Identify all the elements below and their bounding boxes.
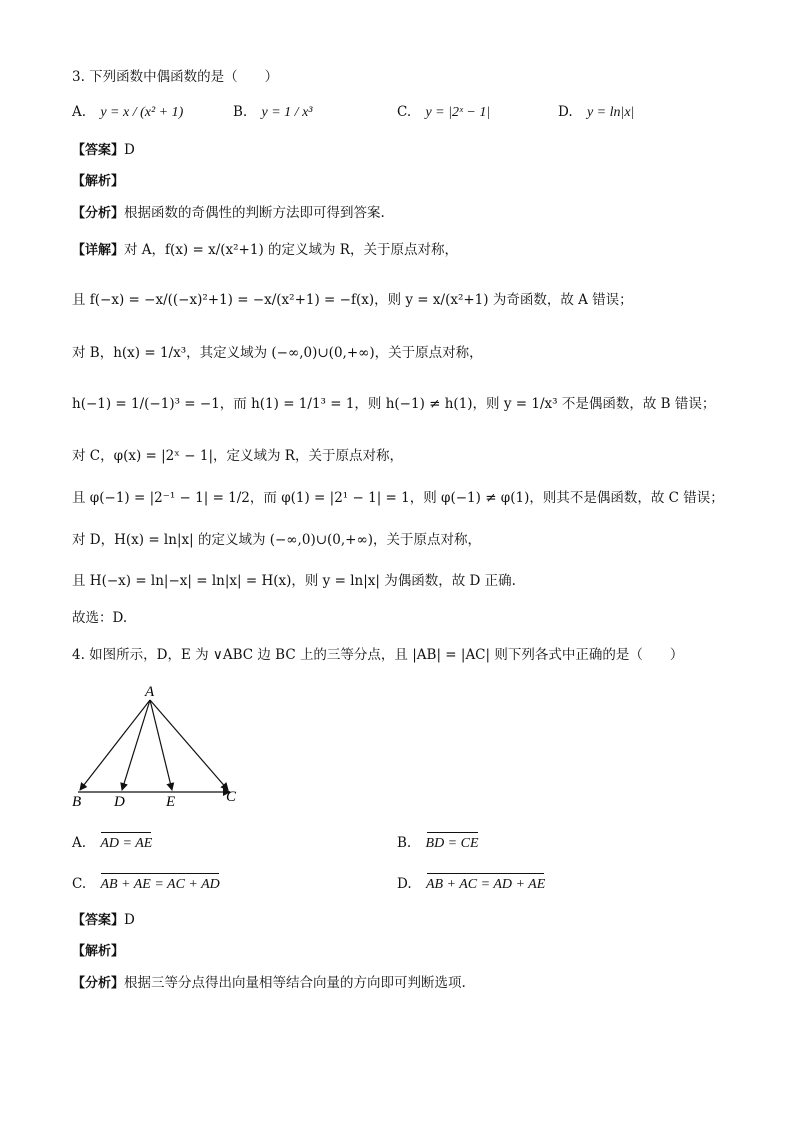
label-e: E [166,794,176,810]
label-b: B [72,794,82,810]
label-a: A [145,684,155,700]
q3-xiangjie-tag: 【详解】 [72,243,125,258]
q3-detail-line-2: 且 f(−x) = −x/((−x)²+1) = −x/(x²+1) = −f(x)，则 y = x/(x²+1) 为奇函数，故 A 错误； [72,292,633,308]
q4-answer-tag: 【答案】 [72,913,125,928]
q3-option-a-label: A. [72,104,87,120]
q3-option-c-formula: y = |2ˣ − 1| [425,105,491,120]
q4-fenxi: 根据三等分点得出向量相等结合向量的方向即可判断选项. [124,975,466,991]
q3-detail-line-7: 对 D，H(x) = ln|x| 的定义域为 (−∞,0)∪(0,+∞)，关于原点对称， [72,532,481,548]
label-c: C [226,789,237,805]
q4-stem: 4. 如图所示，D，E 为 ∨ABC 边 BC 上的三等分点，且 |AB| = |AC| 则下列各式中正确的是（ ） [72,647,684,663]
q3-answer-tag: 【答案】 [72,143,125,158]
q4-option-d-label: D. [397,876,412,892]
q4-option-a-label: A. [72,835,87,851]
q3-option-c [397,102,490,123]
q4-option-c [72,874,220,895]
q3-jiexi-tag: 【解析】 [72,174,125,189]
q4-option-d [397,874,545,895]
q3-option-b [233,102,312,123]
q3-detail-line-4: h(−1) = 1/(−1)³ = −1，而 h(1) = 1/1³ = 1，则 h(−1) ≠ h(1)，则 y = 1/x³ 不是偶函数，故 B 错误； [72,396,716,412]
q3-detail-line-3: 对 B，h(x) = 1/x³，其定义域为 (−∞,0)∪(0,+∞)，关于原点对称， [72,345,483,361]
q4-jiexi-line [72,941,124,962]
q4-jiexi-tag: 【解析】 [72,944,125,959]
triangle-figure [60,680,260,815]
vector-ad [122,700,150,790]
q4-option-b [397,833,479,854]
q3-detail-line-6: 且 φ(−1) = |2⁻¹ − 1| = 1/2，而 φ(1) = |2¹ − 1| = 1，则 φ(−1) ≠ φ(1)，则其不是偶函数，故 C 错误； [72,490,724,506]
q4-option-d-formula: AB + AC = AD + AE [426,875,545,895]
q3-option-d [558,102,634,123]
vector-ac [150,700,228,790]
q3-option-c-label: C. [397,104,412,120]
q4-option-c-formula: AB + AE = AC + AD [100,875,219,895]
q4-option-a [72,833,152,854]
q3-stem: 3. 下列函数中偶函数的是（ ） [72,69,279,85]
q3-conclusion: 故选：D. [72,610,128,626]
q3-option-b-label: B. [233,104,248,120]
q3-option-a-formula: y = x / (x² + 1) [100,105,184,120]
q4-fenxi-tag: 【分析】 [72,976,125,991]
q3-detail-line-8: 且 H(−x) = ln|−x| = ln|x| = H(x)，则 y = ln|x| 为偶函数，故 D 正确. [72,573,516,589]
q4-option-a-formula: AD = AE [100,834,152,854]
q4-option-b-formula: BD = CE [426,834,479,854]
q3-fenxi: 根据函数的奇偶性的判断方法即可得到答案. [124,205,385,221]
q3-jiexi-line [72,171,124,192]
q3-detail-1: 对 A，f(x) = x/(x²+1) 的定义域为 R，关于原点对称， [124,242,458,258]
q3-fenxi-line [72,203,385,224]
q3-option-d-label: D. [558,104,573,120]
q4-option-b-label: B. [397,835,412,851]
q4-fenxi-line [72,973,466,994]
q3-option-a [72,102,183,123]
q3-detail-line-5: 对 C，φ(x) = |2ˣ − 1|，定义域为 R，关于原点对称， [72,448,403,464]
label-d: D [114,794,125,810]
q3-detail-line-1 [72,240,458,261]
q3-answer: D [124,142,135,158]
q3-fenxi-tag: 【分析】 [72,206,125,221]
q4-answer: D [124,912,135,928]
q4-option-c-label: C. [72,876,87,892]
q3-answer-line [72,140,135,161]
q3-option-b-formula: y = 1 / x³ [261,105,313,120]
vector-ab [80,700,150,790]
q3-option-d-formula: y = ln|x| [586,105,635,120]
q4-answer-line [72,910,135,931]
